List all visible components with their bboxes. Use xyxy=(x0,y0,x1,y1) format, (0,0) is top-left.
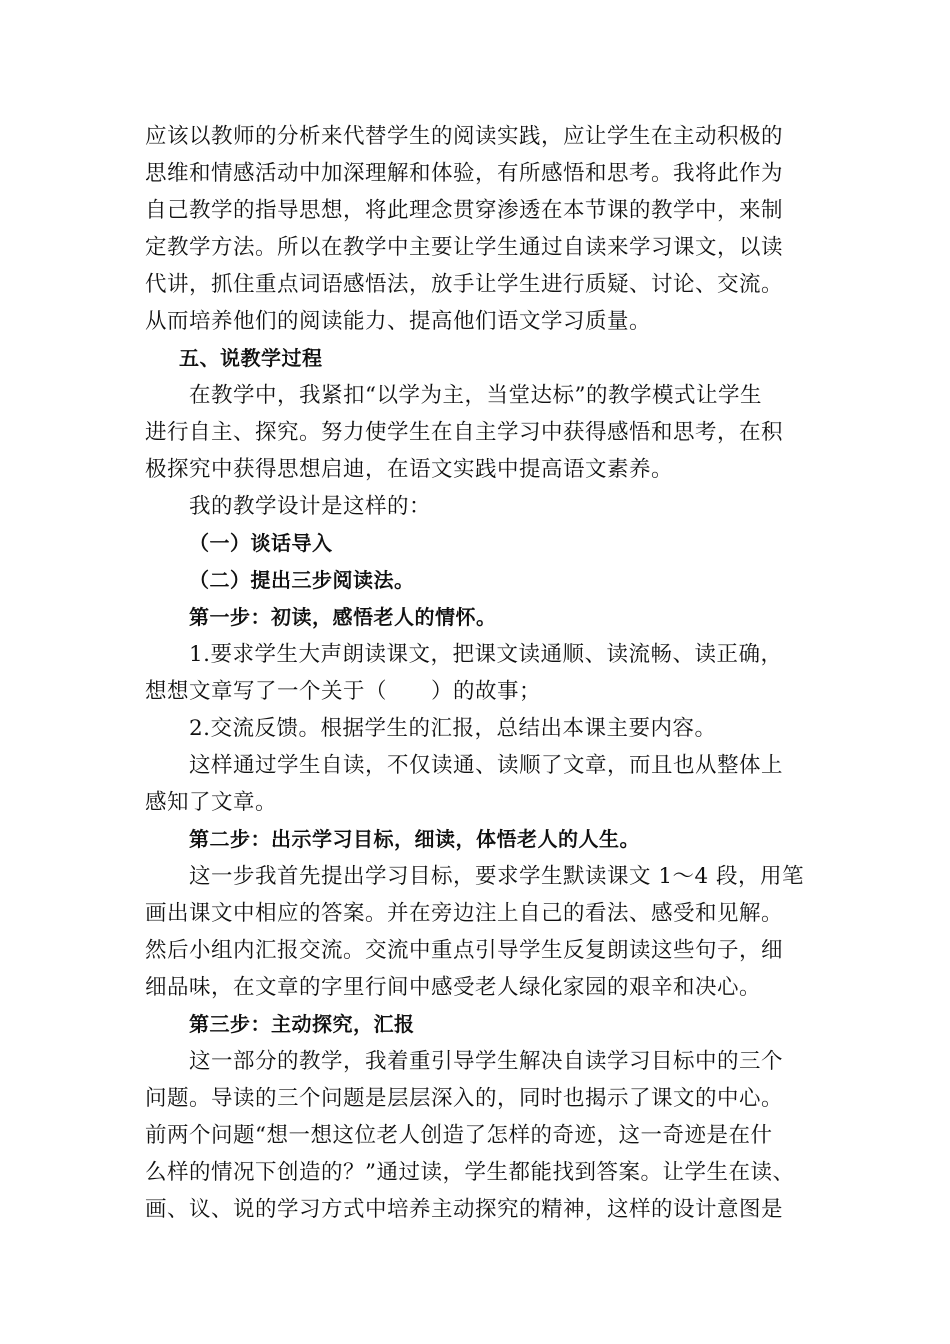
list-item-line: 1.要求学生大声朗读课文，把课文读通顺、读流畅、读正确， xyxy=(189,642,783,667)
step-heading-1: 第一步：初读，感悟老人的情怀。 xyxy=(189,605,497,629)
paragraph-line: 自己教学的指导思想，将此理念贯穿渗透在本节课的教学中，来制 xyxy=(145,198,784,223)
subheading-2: （二）提出三步阅读法。 xyxy=(189,568,415,592)
paragraph-line: 极探究中获得思想启迪，在语文实践中提高语文素养。 xyxy=(145,457,674,482)
paragraph-line: 从而培养他们的阅读能力、提高他们语文学习质量。 xyxy=(145,309,652,334)
list-item-line: 2.交流反馈。根据学生的汇报，总结出本课主要内容。 xyxy=(189,716,717,741)
paragraph-line: 画、议、说的学习方式中培养主动探究的精神，这样的设计意图是 xyxy=(145,1197,784,1222)
paragraph-line: 问题。导读的三个问题是层层深入的，同时也揭示了课文的中心。 xyxy=(145,1086,784,1111)
paragraph-line: 感知了文章。 xyxy=(145,790,278,815)
paragraph-line: 定教学方法。所以在教学中主要让学生通过自读来学习课文，以读 xyxy=(145,235,784,260)
section-heading-5: 五、说教学过程 xyxy=(179,346,323,370)
step-heading-3: 第三步：主动探究，汇报 xyxy=(189,1012,415,1036)
paragraph-line: 这一步我首先提出学习目标，要求学生默读课文 1～4 段，用笔 xyxy=(189,864,805,889)
step-heading-2: 第二步：出示学习目标，细读，体悟老人的人生。 xyxy=(189,827,640,851)
document-page xyxy=(145,118,810,1228)
paragraph-line: 么样的情况下创造的？”通过读，学生都能找到答案。让学生在读、 xyxy=(145,1160,795,1185)
paragraph-line: 思维和情感活动中加深理解和体验，有所感悟和思考。我将此作为 xyxy=(145,161,784,186)
paragraph-line: 我的教学设计是这样的： xyxy=(189,494,432,519)
paragraph-line: 画出课文中相应的答案。并在旁边注上自己的看法、感受和见解。 xyxy=(145,901,784,926)
paragraph-line: 前两个问题“想一想这位老人创造了怎样的奇迹，这一奇迹是在什 xyxy=(145,1123,773,1148)
paragraph-line: 应该以教师的分析来代替学生的阅读实践，应让学生在主动积极的 xyxy=(145,124,784,149)
paragraph-line: 这样通过学生自读，不仅读通、读顺了文章，而且也从整体上 xyxy=(189,753,784,778)
list-item-line: 想想文章写了一个关于（ ）的故事； xyxy=(145,679,542,704)
paragraph-line: 进行自主、探究。努力使学生在自主学习中获得感悟和思考，在积 xyxy=(145,420,784,445)
paragraph-line: 这一部分的教学，我着重引导学生解决自读学习目标中的三个 xyxy=(189,1049,784,1074)
paragraph-line: 细品味，在文章的字里行间中感受老人绿化家园的艰辛和决心。 xyxy=(145,975,762,1000)
subheading-1: （一）谈话导入 xyxy=(189,531,333,555)
paragraph-line: 代讲，抓住重点词语感悟法，放手让学生进行质疑、讨论、交流。 xyxy=(145,272,784,297)
paragraph-line: 然后小组内汇报交流。交流中重点引导学生反复朗读这些句子，细 xyxy=(145,938,784,963)
paragraph-line: 在教学中，我紧扣“以学为主，当堂达标”的教学模式让学生 xyxy=(189,383,762,408)
